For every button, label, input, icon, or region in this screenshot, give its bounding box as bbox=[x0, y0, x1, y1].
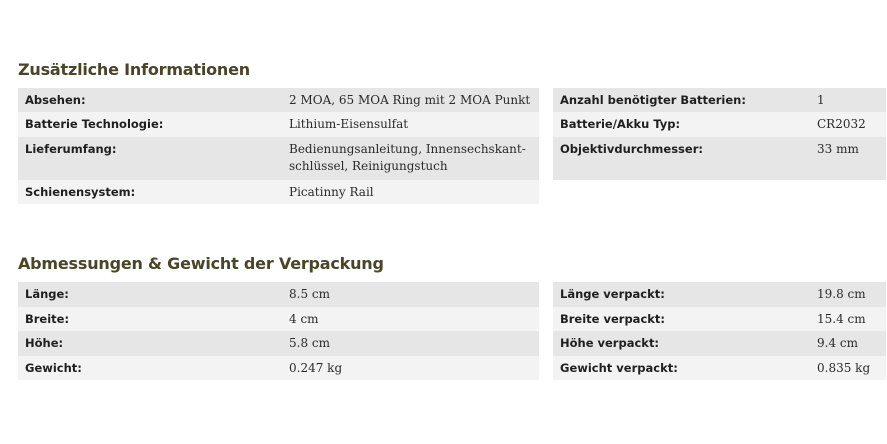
table-row bbox=[553, 331, 886, 356]
table-row bbox=[553, 307, 886, 331]
spec-key-absehen: Absehen: bbox=[18, 88, 282, 112]
spec-key-breite: Breite: bbox=[18, 307, 282, 331]
spec-value-line: Bedienungsanleitung, Innensechskant- bbox=[289, 142, 526, 156]
table-row bbox=[18, 88, 539, 112]
additional-info-right-table bbox=[553, 88, 886, 180]
spec-key-objektivdurchmesser: Objektivdurchmesser: bbox=[553, 137, 810, 180]
spec-key-lieferumfang: Lieferumfang: bbox=[18, 137, 282, 180]
table-row bbox=[18, 180, 539, 204]
spec-value-akku-typ: CR2032 bbox=[810, 112, 886, 137]
spec-key-schienensystem: Schienensystem: bbox=[18, 180, 282, 204]
table-row bbox=[18, 137, 539, 180]
spec-key-laenge-verpackt: Länge verpackt: bbox=[553, 282, 810, 307]
spec-value-batterie-technologie: Lithium-Eisensulfat bbox=[282, 112, 539, 137]
spec-key-hoehe: Höhe: bbox=[18, 331, 282, 356]
spec-key-laenge: Länge: bbox=[18, 282, 282, 307]
dimensions-left-table bbox=[18, 282, 539, 380]
spec-value-schienensystem: Picatinny Rail bbox=[282, 180, 539, 204]
spec-value-breite: 4 cm bbox=[282, 307, 539, 331]
spec-value-anzahl-batterien: 1 bbox=[810, 88, 886, 112]
table-row bbox=[18, 112, 539, 137]
additional-info-left-table bbox=[18, 88, 539, 204]
spec-value-absehen: 2 MOA, 65 MOA Ring mit 2 MOA Punkt bbox=[282, 88, 539, 112]
section-title-dimensions: Abmessungen & Gewicht der Verpackung bbox=[18, 254, 384, 273]
spec-value-hoehe: 5.8 cm bbox=[282, 331, 539, 356]
table-row bbox=[18, 331, 539, 356]
section-title-additional-info: Zusätzliche Informationen bbox=[18, 60, 250, 79]
spec-value-hoehe-verpackt: 9.4 cm bbox=[810, 331, 886, 356]
spec-value-objektivdurchmesser: 33 mm bbox=[810, 137, 886, 180]
spec-key-hoehe-verpackt: Höhe verpackt: bbox=[553, 331, 810, 356]
table-row bbox=[553, 137, 886, 180]
table-row bbox=[553, 88, 886, 112]
table-row bbox=[18, 307, 539, 331]
dimensions-right-table bbox=[553, 282, 886, 380]
table-row bbox=[553, 356, 886, 380]
spec-value-gewicht-verpackt: 0.835 kg bbox=[810, 356, 886, 380]
spec-key-akku-typ: Batterie/Akku Typ: bbox=[553, 112, 810, 137]
spec-value-laenge-verpackt: 19.8 cm bbox=[810, 282, 886, 307]
spec-key-gewicht: Gewicht: bbox=[18, 356, 282, 380]
spec-key-breite-verpackt: Breite verpackt: bbox=[553, 307, 810, 331]
spec-value-breite-verpackt: 15.4 cm bbox=[810, 307, 886, 331]
spec-value-line: schlüssel, Reinigungstuch bbox=[289, 159, 448, 173]
spec-key-anzahl-batterien: Anzahl benötigter Batterien: bbox=[553, 88, 810, 112]
spec-value-gewicht: 0.247 kg bbox=[282, 356, 539, 380]
spec-key-batterie-technologie: Batterie Technologie: bbox=[18, 112, 282, 137]
spec-key-gewicht-verpackt: Gewicht verpackt: bbox=[553, 356, 810, 380]
spec-value-laenge: 8.5 cm bbox=[282, 282, 539, 307]
table-row bbox=[553, 282, 886, 307]
spec-value-lieferumfang bbox=[282, 137, 539, 180]
table-row bbox=[18, 282, 539, 307]
table-row bbox=[553, 112, 886, 137]
table-row bbox=[18, 356, 539, 380]
